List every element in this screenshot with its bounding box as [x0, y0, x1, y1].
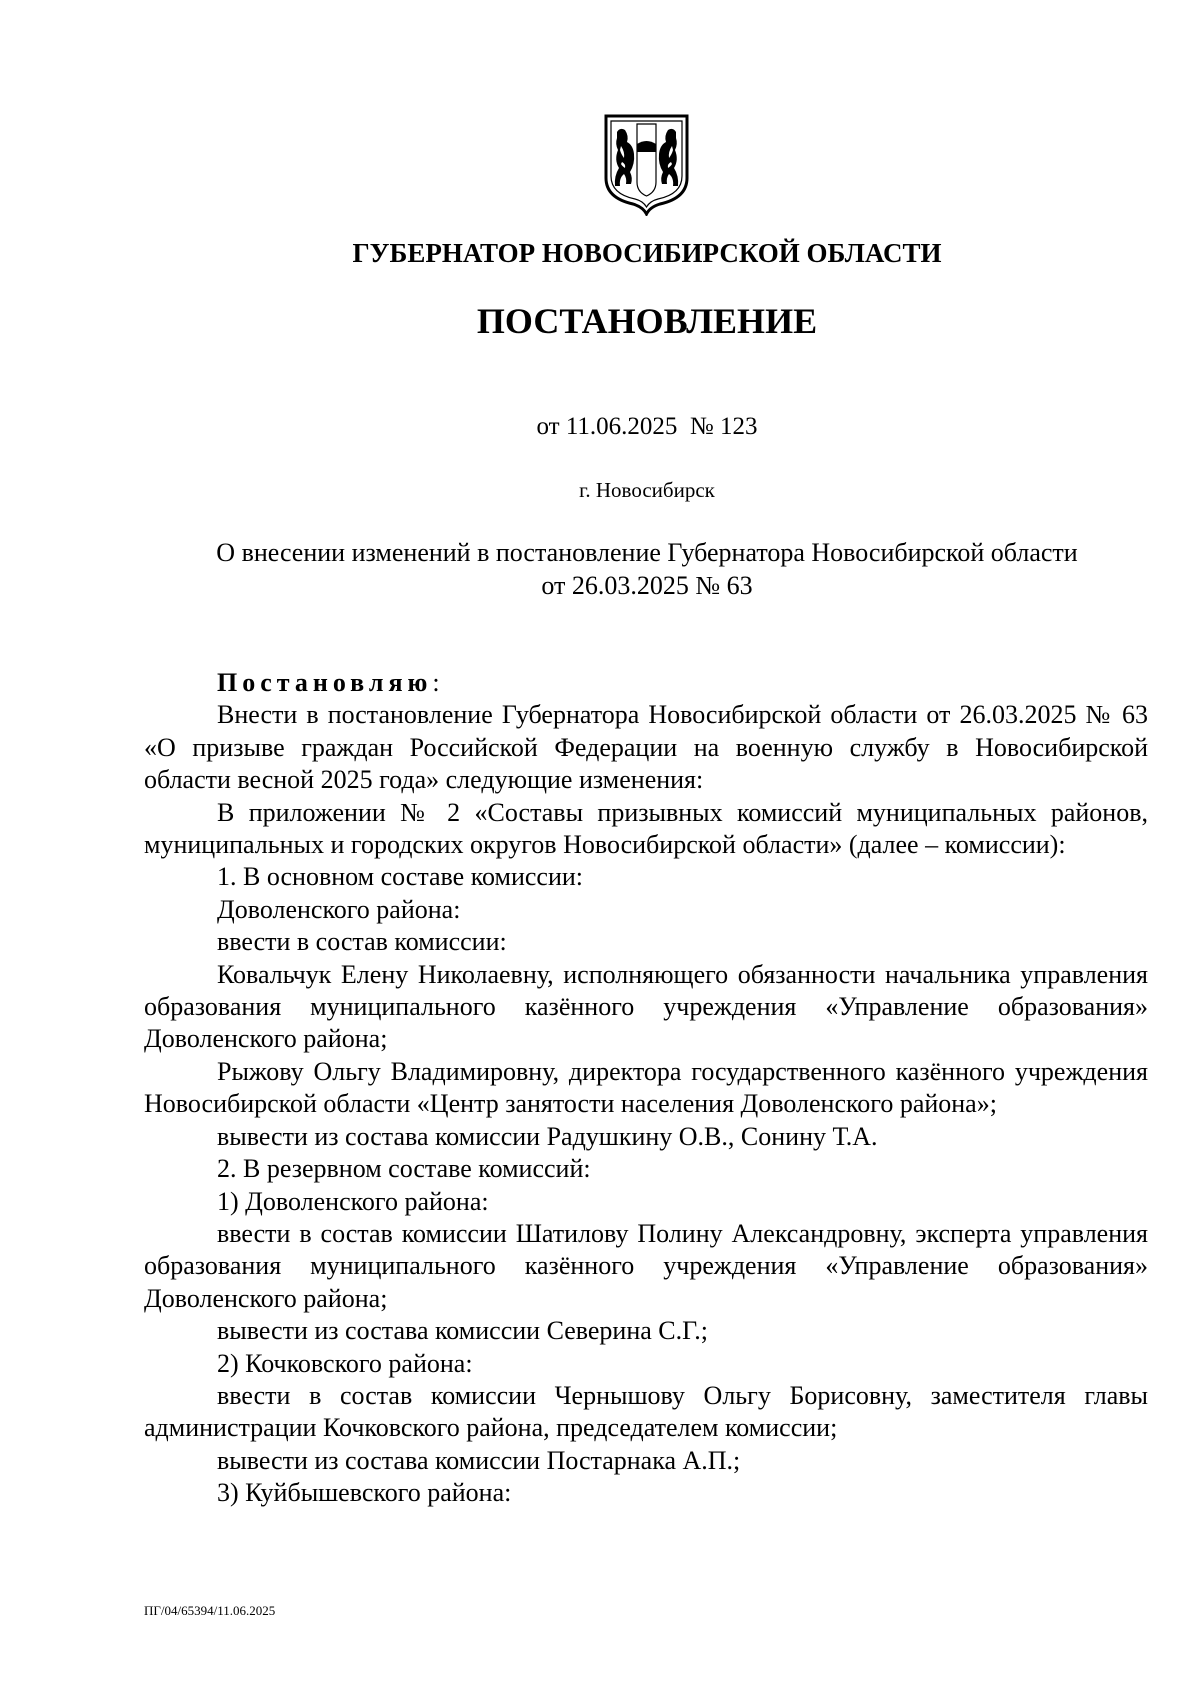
decree-line [144, 667, 1148, 699]
body-paragraph: Ковальчук Елену Николаевну, исполняющего обязанности начальника управления образования муниципального казённого учреждения «Управление образования» Доволенского района; [144, 959, 1148, 1054]
body-paragraph: 3) Куйбышевского района: [217, 1478, 512, 1508]
body-paragraph: Рыжову Ольгу Владимировну, директора государственного казённого учреждения Новосибирской области «Центр занятости населения Доволенского района»; [144, 1056, 1148, 1119]
document-body [144, 667, 1148, 1510]
document-type-title: ПОСТАНОВЛЕНИЕ [476, 301, 818, 341]
body-paragraph: ввести в состав комиссии: [217, 927, 507, 957]
decree-colon: : [432, 668, 440, 697]
body-paragraph: Доволенского района: [217, 894, 461, 924]
body-paragraph: 1. В основном составе комиссии: [217, 862, 584, 892]
body-paragraph: вывести из состава комиссии Радушкину О.В., Сонину Т.А. [217, 1121, 878, 1151]
org-title: ГУБЕРНАТОР НОВОСИБИРСКОЙ ОБЛАСТИ [352, 238, 942, 268]
body-paragraph: ввести в состав комиссии Шатилову Полину Александровну, эксперта управления образования муниципального казённого учреждения «Управление образования» Доволенского района; [144, 1218, 1148, 1313]
body-paragraph: ввести в состав комиссии Чернышову Ольгу Борисовну, заместителя главы администрации Кочковского района, председателем комиссии; [144, 1380, 1148, 1443]
subject-line-2: от 26.03.2025 № 63 [541, 571, 753, 600]
decree-word: Постановляю [217, 668, 433, 697]
document-subject [144, 536, 1150, 602]
body-paragraph: 2. В резервном составе комиссий: [217, 1154, 591, 1184]
body-paragraph: 1) Доволенского района: [217, 1186, 489, 1216]
body-paragraph: В приложении № 2 «Составы призывных комиссий муниципальных районов, муниципальных и городских округов Новосибирской области» (далее – комиссии): [144, 797, 1148, 860]
body-paragraph: вывести из состава комиссии Северина С.Г.; [217, 1316, 708, 1346]
body-paragraph: 2) Кочковского района: [217, 1348, 473, 1378]
coat-of-arms-icon [600, 112, 693, 216]
body-paragraph: Внести в постановление Губернатора Новосибирской области от 26.03.2025 № 63 «О призыве граждан Российской Федерации на военную службу в Новосибирской области весной 2025 года» следующие изменения: [144, 700, 1148, 795]
document-date-number: от 11.06.2025 № 123 [536, 413, 758, 440]
document-city: г. Новосибирск [579, 478, 715, 502]
subject-line-1: О внесении изменений в постановление Губернатора Новосибирской области [216, 538, 1078, 567]
body-paragraph: вывести из состава комиссии Постарнака А.П.; [217, 1445, 741, 1475]
document-footer-code: ПГ/04/65394/11.06.2025 [144, 1603, 276, 1618]
